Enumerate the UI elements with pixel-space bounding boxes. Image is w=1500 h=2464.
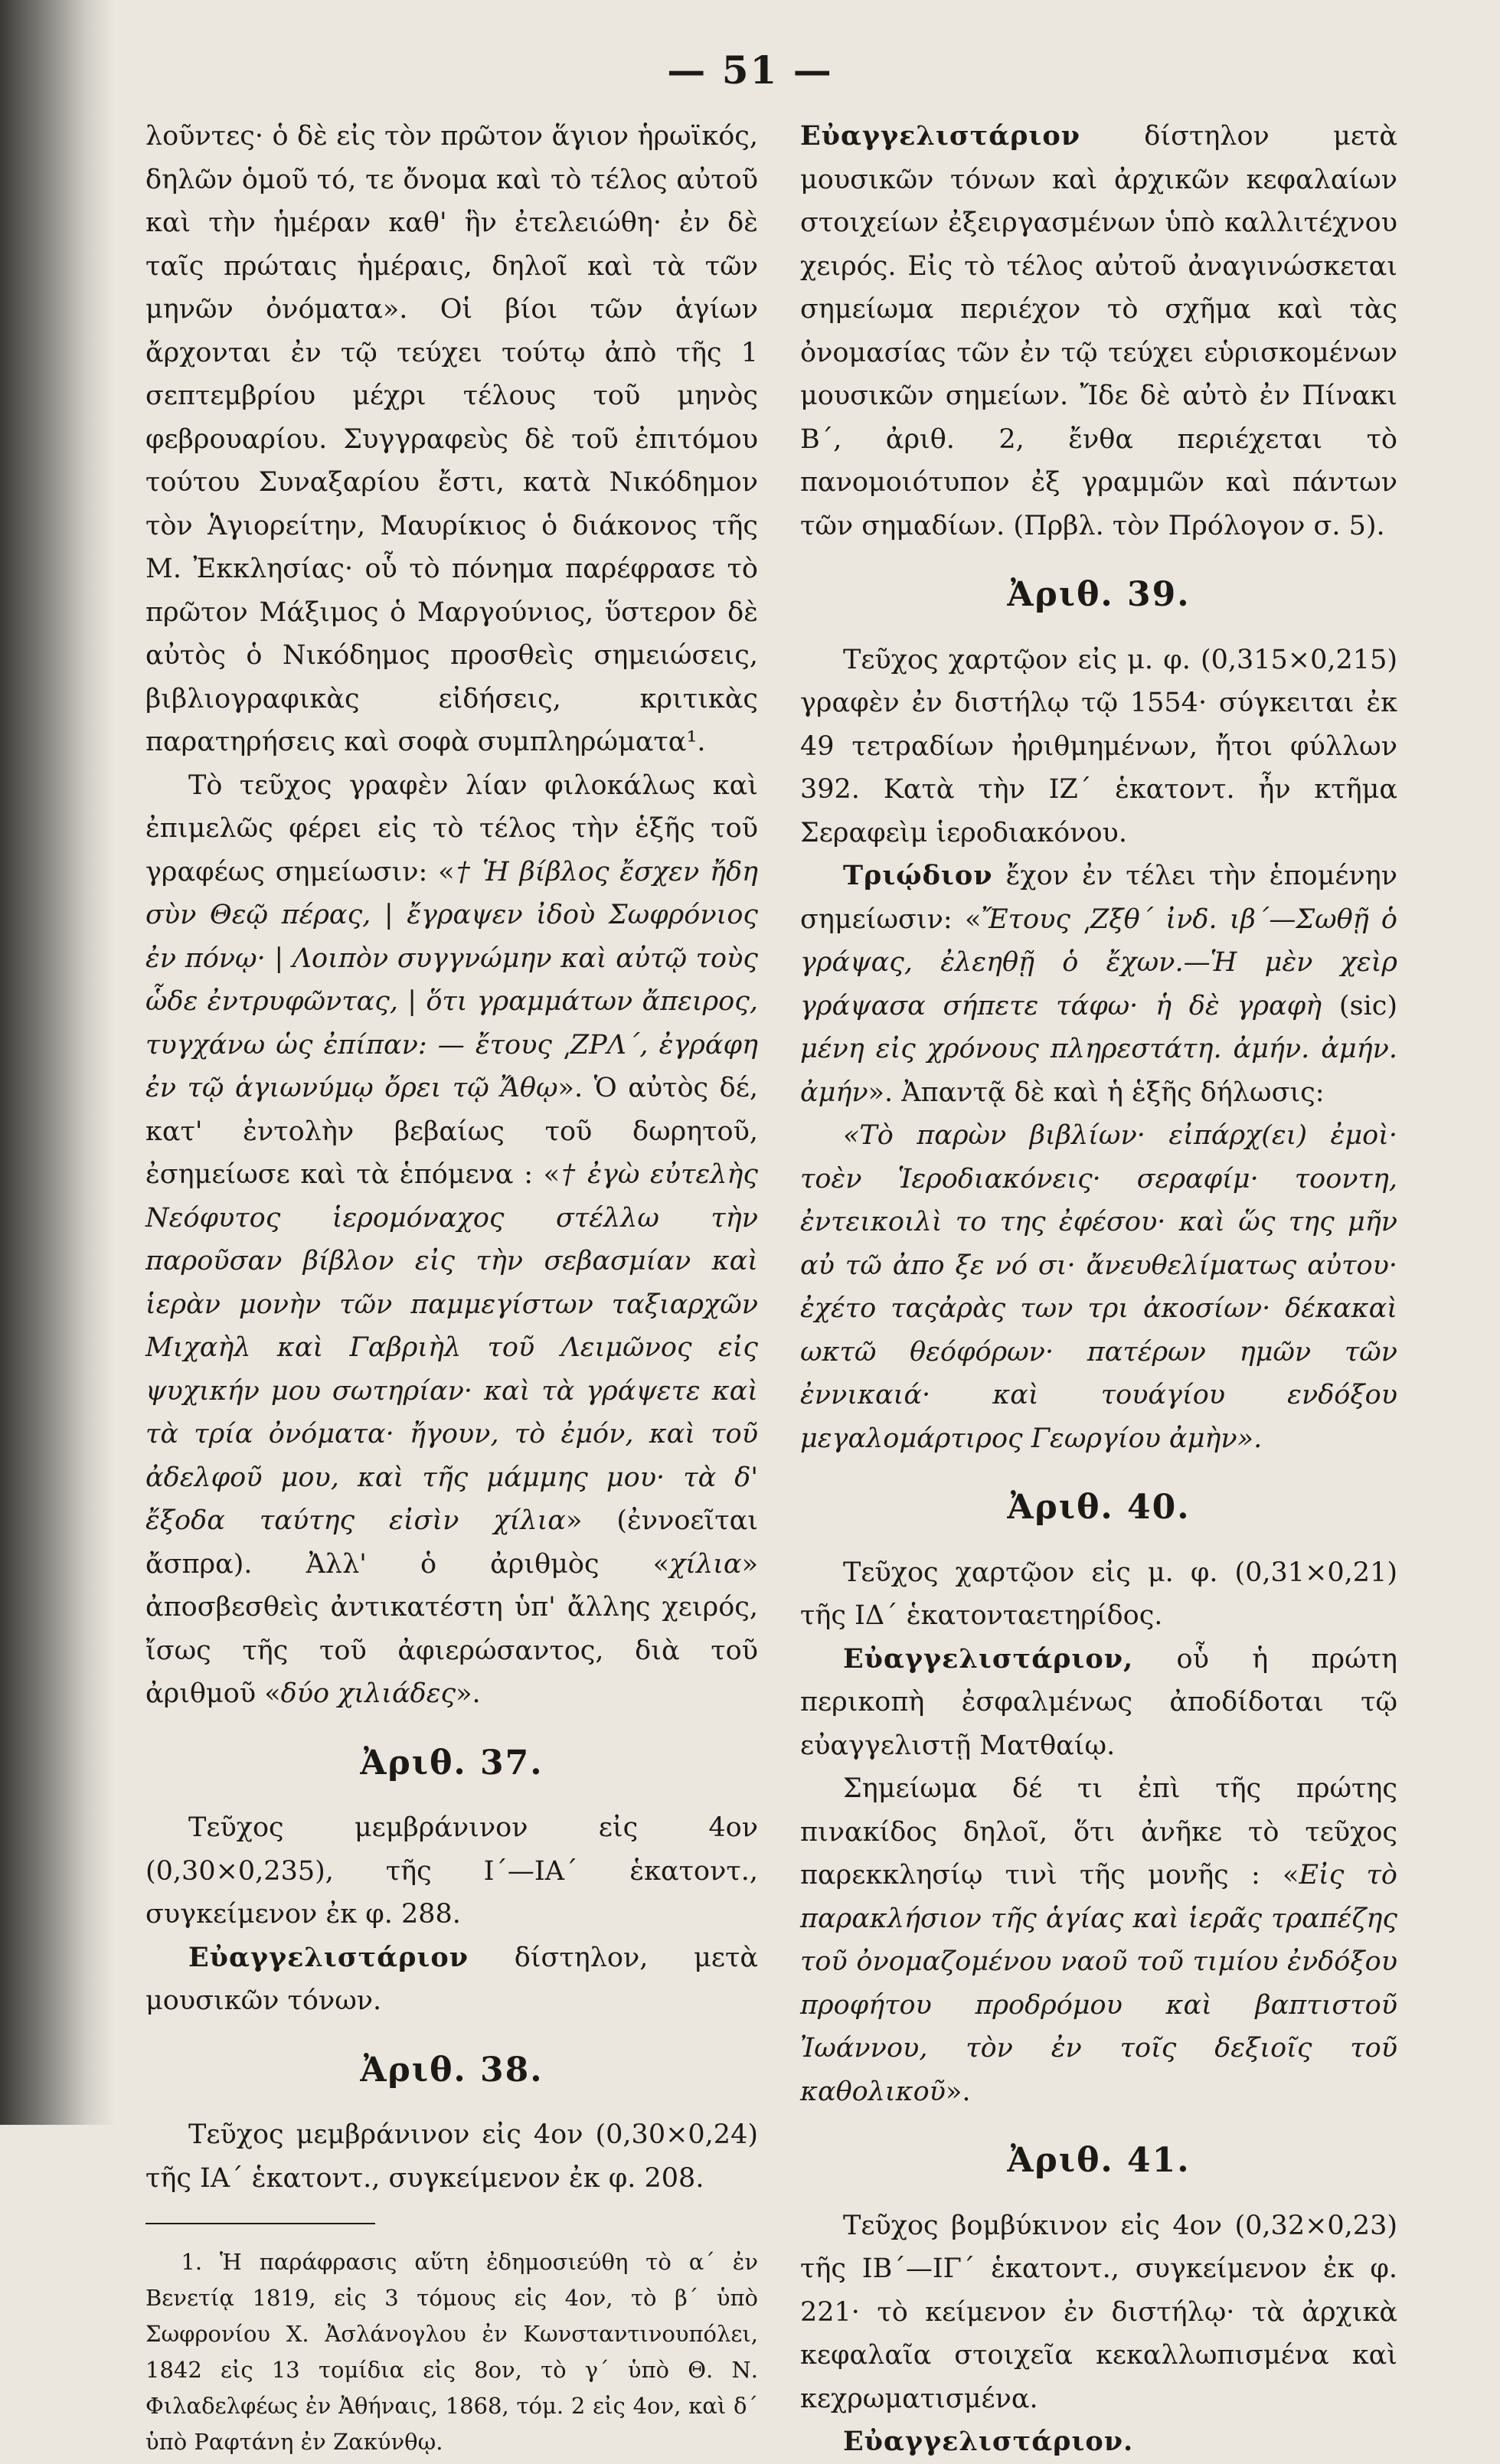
entry-description: Τεῦχος χαρτῷον εἰς μ. φ. (0,315×0,215) γραφὲν ἐν διστήλῳ τῷ 1554· σύγκειται ἐκ 49 τετραδίων ἠριθμημένων, ἤτοι φύλλων 392. Κατὰ τὴν ΙΖ΄ ἑκατοντ. ἦν κτῆμα Σεραφεὶμ ἱεροδιακόνου. — [800, 644, 1397, 848]
left-column — [145, 115, 758, 2460]
page-number: — 51 — — [667, 47, 833, 93]
entry-title-line — [800, 115, 1397, 547]
text-span: ». Ὁ αὐτὸς δέ, κατ' ἐντολὴν βεβαίως τοῦ δωρητοῦ, ἐσημείωσε καὶ τὰ ἑπόμενα : « — [145, 1073, 758, 1190]
text-span: (sic) — [1322, 990, 1397, 1021]
scribe-note-paragraph — [145, 764, 758, 1716]
entry-title-line — [800, 1638, 1397, 1768]
entry-title-line — [800, 2420, 1397, 2464]
quoted-word: χίλια — [669, 1548, 742, 1580]
note-paragraph — [800, 1767, 1397, 2113]
text-span: » (ἐννοεῖται ἄσπρα). Ἀλλ' ὁ ἀριθμὸς « — [145, 1505, 758, 1580]
manuscript-title: Τριῴδιον — [843, 860, 993, 891]
text-span: δίστηλον, μετὰ μουσικῶν τόνων. — [145, 1942, 758, 2016]
manuscript-title: Εὐαγγελιστάριον, — [843, 1642, 1134, 1675]
quoted-note: μένη εἰς χρόνους πληρεστάτη. ἀμήν. ἀμήν. ἀμήν — [800, 1034, 1397, 1108]
quoted-inscription: «Τὸ παρὼν βιβλίων· εἰπάρχ(ει) ἐμοὶ· τοὲν Ἱεροδιακόνεις· σεραφίμ· τοοντη, ἐντεικοιλὶ το της ἐφέσου· καὶ ὥς της μῆν αὐ τῶ ἀπο ξε νό σι· ἄνευθελίματως αὐτου· ἐχέτο ταςἀρὰς των τρι ἀκοσίων· δέκακαὶ ωκτῶ θεόφόρων· πατέρων ημῶν τῶν ἐννικαιά· καὶ τουάγίου ενδόξου μεγαλομάρτιρος Γεωργίου ἀμὴν». — [800, 1120, 1397, 1454]
text-span: » ἀποσβεσθεὶς ἀντικατέστη ὑπ' ἄλλης χειρός, ἴσως τῆς τοῦ ἀφιερώσαντος, διὰ τοῦ ἀριθμοῦ « — [145, 1548, 758, 1709]
entry-description: Τεῦχος μεμβράνινον εἰς 4ον (0,30×0,24) τῆς ΙΑ΄ ἑκατοντ., συγκείμενον ἐκ φ. 208. — [145, 2119, 758, 2194]
manuscript-title: Εὐαγγελιστάριον — [188, 1941, 469, 1973]
text-span: ». Ἀπαντᾷ δὲ καὶ ἡ ἑξῆς δήλωσις: — [868, 1077, 1325, 1108]
quoted-note: † Ἡ βίβλος ἔσχεν ἤδη σὺν Θεῷ πέρας, | ἔγραψεν ἰδοὺ Σωφρόνιος ἐν πόνῳ· | Λοιπὸν συγγνώμην καὶ αὐτῷ τοὺς ὧδε ἐντρυφῶντας, | ὅτι γραμμάτων ἄπειρος, τυγχάνω ὡς ἐπίπαν: — ἔτους ͵ΖΡΛ΄, ἐγράφη ἐν τῷ ἁγιωνύμῳ ὄρει τῷ Ἄθῳ — [145, 856, 758, 1103]
text-span: δίστηλον μετὰ μουσικῶν τόνων καὶ ἀρχικῶν κεφαλαίων στοιχείων ἐξειργασμένων ὑπὸ καλλιτέχνου χειρός. Εἰς τὸ τέλος αὐτοῦ ἀναγινώσκεται σημείωμα περιέχον τὸ σχῆμα καὶ τὰς ὀνομασίας τῶν ἐν τῷ τεύχει εὑρισκομένων μουσικῶν σημείων. Ἴδε δὲ αὐτὸ ἐν Πίνακι Β΄, ἀριθ. 2, ἔνθα περιέχεται τὸ πανομοιότυπον ἐξ γραμμῶν καὶ πάντων τῶν σημαδίων. (Πρβλ. τὸν Πρόλογον σ. 5). — [800, 121, 1397, 541]
text-span: οὗ ἡ πρώτη περικοπὴ ἐσφαλμένως ἀποδίδοται τῷ εὐαγγελιστῇ Ματθαίῳ. — [800, 1643, 1397, 1761]
text-span: Τὸ τεῦχος γραφὲν λίαν φιλοκάλως καὶ ἐπιμελῶς φέρει εἰς τὸ τέλος τὴν ἑξῆς τοῦ γραφέως σημείωσιν: « — [145, 770, 758, 887]
entry-title-line — [145, 1936, 758, 2023]
text-span: ». — [945, 2076, 971, 2107]
quoted-note: Ἔτους ͵Ζξθ΄ ἰνδ. ιβ΄—Σωθῇ ὁ γράψας, ἐλεηθῇ ὁ ἔχων.—Ἡ μὲν χεὶρ γράψασα σήπετε τάφω· ἡ δὲ γραφὴ — [800, 904, 1397, 1021]
entry-heading-37: Ἀριθ. 37. — [360, 1743, 544, 1783]
quoted-word: δύο χιλιάδες — [280, 1678, 456, 1709]
manuscript-title: Εὐαγγελιστάριον. — [843, 2426, 1134, 2457]
text-span: Σημείωμα δέ τι ἐπὶ τῆς πρώτης πινακίδος δηλοῖ, ὅτι ἀνῆκε τὸ τεῦχος παρεκκλησίῳ τινὶ τῆς μονῆς : « — [800, 1773, 1397, 1890]
entry-description: Τεῦχος βομβύκινον εἰς 4ον (0,32×0,23) τῆς ΙΒ΄—ΙΓ΄ ἑκατοντ., συγκείμενον ἐκ φ. 221· τὸ κείμενον ἐν διστήλῳ· τὰ ἀρχικὰ κεφαλαῖα στοιχεῖα κεκαλλωπισμένα καὶ κεχρωματισμένα. — [800, 2210, 1397, 2414]
entry-heading-38: Ἀριθ. 38. — [360, 2050, 544, 2090]
footnote: 1. Ἡ παράφρασις αὕτη ἐδημοσιεύθη τὸ α΄ ἐν Βενετίᾳ 1819, εἰς 3 τόμους εἰς 4ον, τὸ β΄ ὑπὸ Σωφρονίου Χ. Ἀσλάνογλου ἐν Κωνσταντινουπόλει, 1842 εἰς 13 τομίδια εἰς 8ον, τὸ γ΄ ὑπὸ Θ. Ν. Φιλαδελφέως ἐν Ἀθήναις, 1868, τόμ. 2 εἰς 4ον, καὶ δ΄ ὑπὸ Ραφτάνη ἐν Ζακύνθῳ. — [145, 2249, 758, 2455]
entry-heading-41: Ἀριθ. 41. — [1007, 2141, 1191, 2180]
entry-title-line — [800, 855, 1397, 1114]
entry-description: Τεῦχος μεμβράνινον εἰς 4ον (0,30×0,235), τῆς Ι΄—ΙΑ΄ ἑκατοντ., συγκείμενον ἐκ φ. 288. — [145, 1812, 758, 1930]
footnote-divider — [145, 2223, 375, 2224]
right-column — [800, 115, 1397, 2464]
quoted-note: Εἰς τὸ παρακλήσιον τῆς ἁγίας καὶ ἱερᾶς τραπέζης τοῦ ὀνομαζομένου ναοῦ τοῦ τιμίου ἐνδόξου προφήτου προδρόμου καὶ βαπτιστοῦ Ἰωάννου, τὸν ἐν τοῖς δεξιοῖς τοῦ καθολικοῦ — [800, 1860, 1397, 2107]
text-span: ἔχον ἐν τέλει τὴν ἑπομένην σημείωσιν: « — [800, 861, 1397, 935]
catalog-paragraph: λοῦντες· ὁ δὲ εἰς τὸν πρῶτον ἅγιον ἡρωϊκός, δηλῶν ὁμοῦ τό, τε ὄνομα καὶ τὸ τέλος αὐτοῦ καὶ τὴν ἡμέραν καθ' ἣν ἐτελειώθη· ἐν δὲ ταῖς πρώταις ἡμέραις, δηλοῖ καὶ τὰ τῶν μηνῶν ὀνόματα». Οἱ βίοι τῶν ἁγίων ἄρχονται ἐν τῷ τεύχει τούτῳ ἀπὸ τῆς 1 σεπτεμβρίου μέχρι τέλους τοῦ μηνὸς φεβρουαρίου. Συγγραφεὺς δὲ τοῦ ἐπιτόμου τούτου Συναξαρίου ἔστι, κατὰ Νικόδημον τὸν Ἁγιορείτην, Μαυρίκιος ὁ διάκονος τῆς Μ. Ἐκκλησίας· οὗ τὸ πόνημα παρέφρασε τὸ πρῶτον Μάξιμος ὁ Μαργούνιος, ὕστερον δὲ αὐτὸς ὁ Νικόδημος προσθεὶς σημειώσεις, βιβλιογραφικὰς εἰδήσεις, κριτικὰς παρατηρήσεις καὶ σοφὰ συμπληρώματα¹. — [145, 121, 758, 757]
entry-heading-39: Ἀριθ. 39. — [1007, 575, 1191, 614]
binding-shadow — [0, 0, 115, 2125]
entry-description: Τεῦχος χαρτῷον εἰς μ. φ. (0,31×0,21) τῆς ΙΔ΄ ἑκατονταετηρίδος. — [800, 1557, 1397, 1631]
manuscript-title: Εὐαγγελιστάριον — [800, 120, 1080, 152]
text-span: ». — [456, 1678, 481, 1709]
quoted-note: † ἐγὼ εὐτελὴς Νεόφυτος ἱερομόναχος στέλλω τὴν παροῦσαν βίβλον εἰς τὴν σεβασμίαν καὶ ἱερὰν μονὴν τῶν παμμεγίστων ταξιαρχῶν Μιχαὴλ καὶ Γαβριὴλ τοῦ Λειμῶνος εἰς ψυχικήν μου σωτηρίαν· καὶ τὰ γράψετε καὶ τὰ τρία ὀνόματα· ἤγουν, τὸ ἐμόν, καὶ τοῦ ἀδελφοῦ μου, καὶ τῆς μάμμης μου· τὰ δ' ἔξοδα ταύτης εἰσὶν χίλια — [145, 1159, 758, 1536]
entry-heading-40: Ἀριθ. 40. — [1007, 1488, 1191, 1527]
